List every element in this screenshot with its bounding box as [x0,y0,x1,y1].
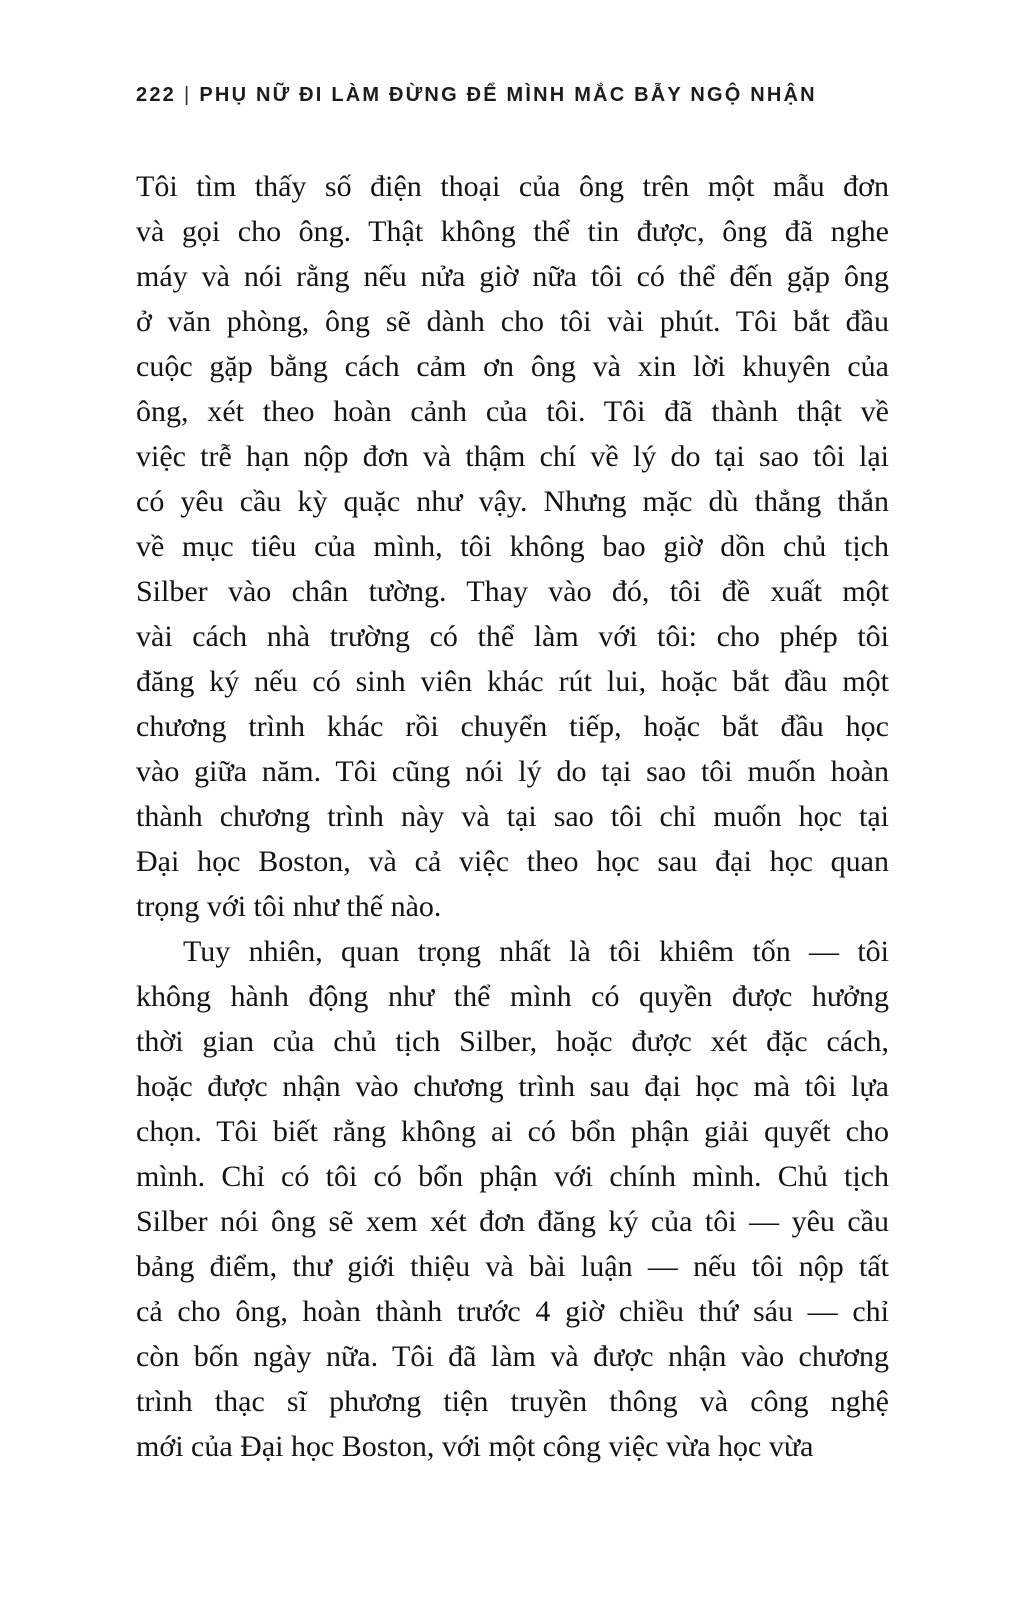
text-line: thành chương trình này và tại sao tôi chỉ muốn học tại [136,800,889,833]
text-line: bảng điểm, thư giới thiệu và bài luận — nếu tôi nộp tất [136,1250,889,1283]
text-line: trọng với tôi như thế nào. [136,890,442,923]
text-line: thời gian của chủ tịch Silber, hoặc được xét đặc cách, [136,1025,889,1058]
text-line: về mục tiêu của mình, tôi không bao giờ dồn chủ tịch [136,530,889,563]
text-line: cuộc gặp bằng cách cảm ơn ông và xin lời khuyên của [136,350,889,383]
paragraph [136,164,889,929]
text-line: Đại học Boston, và cả việc theo học sau đại học quan [136,845,889,878]
text-line: mình. Chỉ có tôi có bổn phận với chính mình. Chủ tịch [136,1160,889,1193]
text-line: Silber nói ông sẽ xem xét đơn đăng ký của tôi — yêu cầu [136,1205,889,1238]
text-line: hoặc được nhận vào chương trình sau đại học mà tôi lựa [136,1070,889,1103]
text-line: mới của Đại học Boston, với một công việc vừa học vừa [136,1430,814,1463]
text-line: vào giữa năm. Tôi cũng nói lý do tại sao tôi muốn hoàn [136,755,889,788]
running-title: PHỤ NỮ ĐI LÀM ĐỪNG ĐỂ MÌNH MẮC BẪY NGỘ NHẬN [199,84,817,106]
text-line: ở văn phòng, ông sẽ dành cho tôi vài phút. Tôi bắt đầu [136,305,889,338]
text-line: chọn. Tôi biết rằng không ai có bổn phận giải quyết cho [136,1115,889,1148]
text-line: còn bốn ngày nữa. Tôi đã làm và được nhận vào chương [136,1340,889,1373]
text-line: có yêu cầu kỳ quặc như vậy. Nhưng mặc dù thẳng thắn [136,485,889,518]
text-line: cả cho ông, hoàn thành trước 4 giờ chiều thứ sáu — chỉ [136,1295,889,1328]
header-separator: | [183,84,192,106]
paragraph [136,929,889,1469]
text-line: Silber vào chân tường. Thay vào đó, tôi đề xuất một [136,575,889,608]
page-body [136,164,889,1469]
text-line: không hành động như thể mình có quyền được hưởng [136,980,889,1013]
text-line: đăng ký nếu có sinh viên khác rút lui, hoặc bắt đầu một [136,665,889,698]
text-line: vài cách nhà trường có thể làm với tôi: cho phép tôi [136,620,889,653]
text-line: Tuy nhiên, quan trọng nhất là tôi khiêm tốn — tôi [183,935,889,968]
text-line: ông, xét theo hoàn cảnh của tôi. Tôi đã thành thật về [136,395,889,428]
running-header [136,84,896,107]
text-line: và gọi cho ông. Thật không thể tin được, ông đã nghe [136,215,889,248]
text-line: trình thạc sĩ phương tiện truyền thông và công nghệ [136,1385,889,1418]
text-line: việc trễ hạn nộp đơn và thậm chí về lý do tại sao tôi lại [136,440,889,473]
page-number: 222 [136,84,176,106]
text-line: Tôi tìm thấy số điện thoại của ông trên một mẫu đơn [136,170,889,203]
text-line: chương trình khác rồi chuyển tiếp, hoặc bắt đầu học [136,710,889,743]
text-line: máy và nói rằng nếu nửa giờ nữa tôi có thể đến gặp ông [136,260,889,293]
